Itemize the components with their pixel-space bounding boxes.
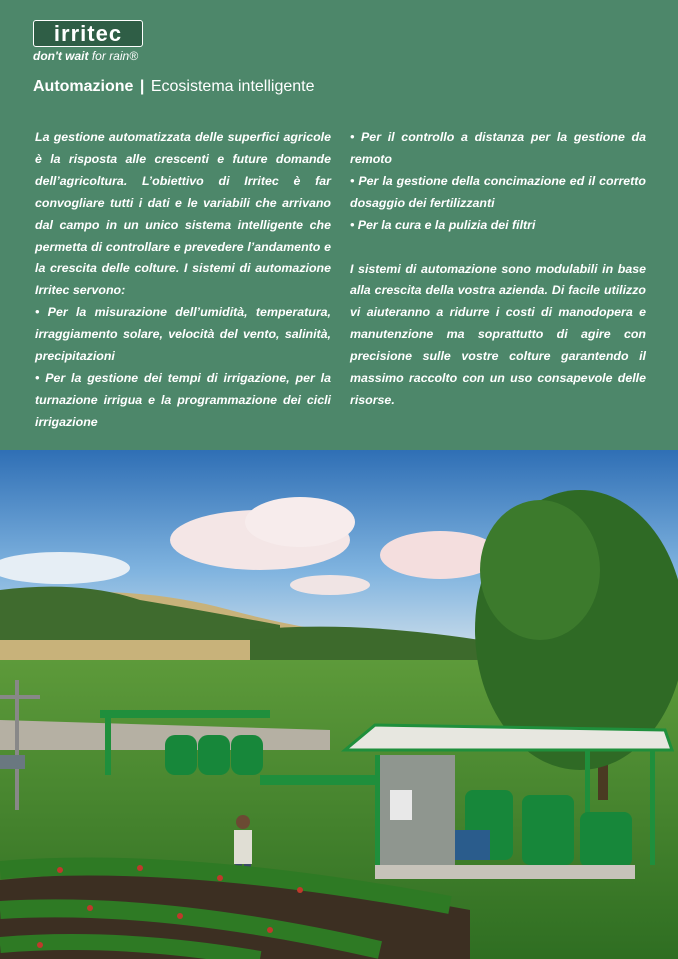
intro-paragraph: La gestione automatizzata delle superfici agricole è la risposta alle crescenti e future domande dell’agricoltura. L’obiettivo di Irritec è far convogliare tutti i dati e le variabili che arrivano dal campo in un unico sistema intelligente che permetta di controllare e prevedere l’andamento e la crescita delle colture. I sistemi di automazione Irritec servono:	[35, 130, 331, 298]
brand-tagline	[33, 49, 138, 63]
tagline-bold: don't wait	[33, 49, 89, 63]
bullet-item: • Per la gestione dei tempi di irrigazione, per la turnazione irrigua e la programmazione dei cicli irrigazione	[35, 370, 331, 429]
right-column	[350, 127, 646, 412]
bullet-item: • Per il controllo a distanza per la gestione da remoto	[350, 130, 646, 166]
farm-automation-illustration	[0, 450, 678, 959]
heading-separator: |	[139, 78, 145, 95]
closing-paragraph: I sistemi di automazione sono modulabili in base alla crescita della vostra azienda. Di facile utilizzo vi aiuteranno a ridurre i costi di manodopera e manutenzione ma soprattutto di agire con precisione sulle vostre colture garantendo il massimo raccolto con un uso consapevole delle risorse.	[350, 261, 646, 407]
text-panel	[0, 0, 678, 450]
irritec-logo: irritec	[33, 20, 143, 47]
bullet-item: • Per la misurazione dell’umidità, temperatura, irraggiamento solare, velocità del vento, salinità, precipitazioni	[35, 305, 331, 364]
tagline-rest: for rain®	[88, 49, 139, 63]
heading-title: Automazione	[33, 78, 134, 95]
bullet-item: • Per la cura e la pulizia dei filtri	[350, 217, 536, 232]
page-heading	[33, 78, 314, 96]
left-column	[35, 127, 331, 434]
heading-subtitle: Ecosistema intelligente	[150, 78, 315, 95]
bullet-item: • Per la gestione della concimazione ed il corretto dosaggio dei fertilizzanti	[350, 173, 646, 210]
